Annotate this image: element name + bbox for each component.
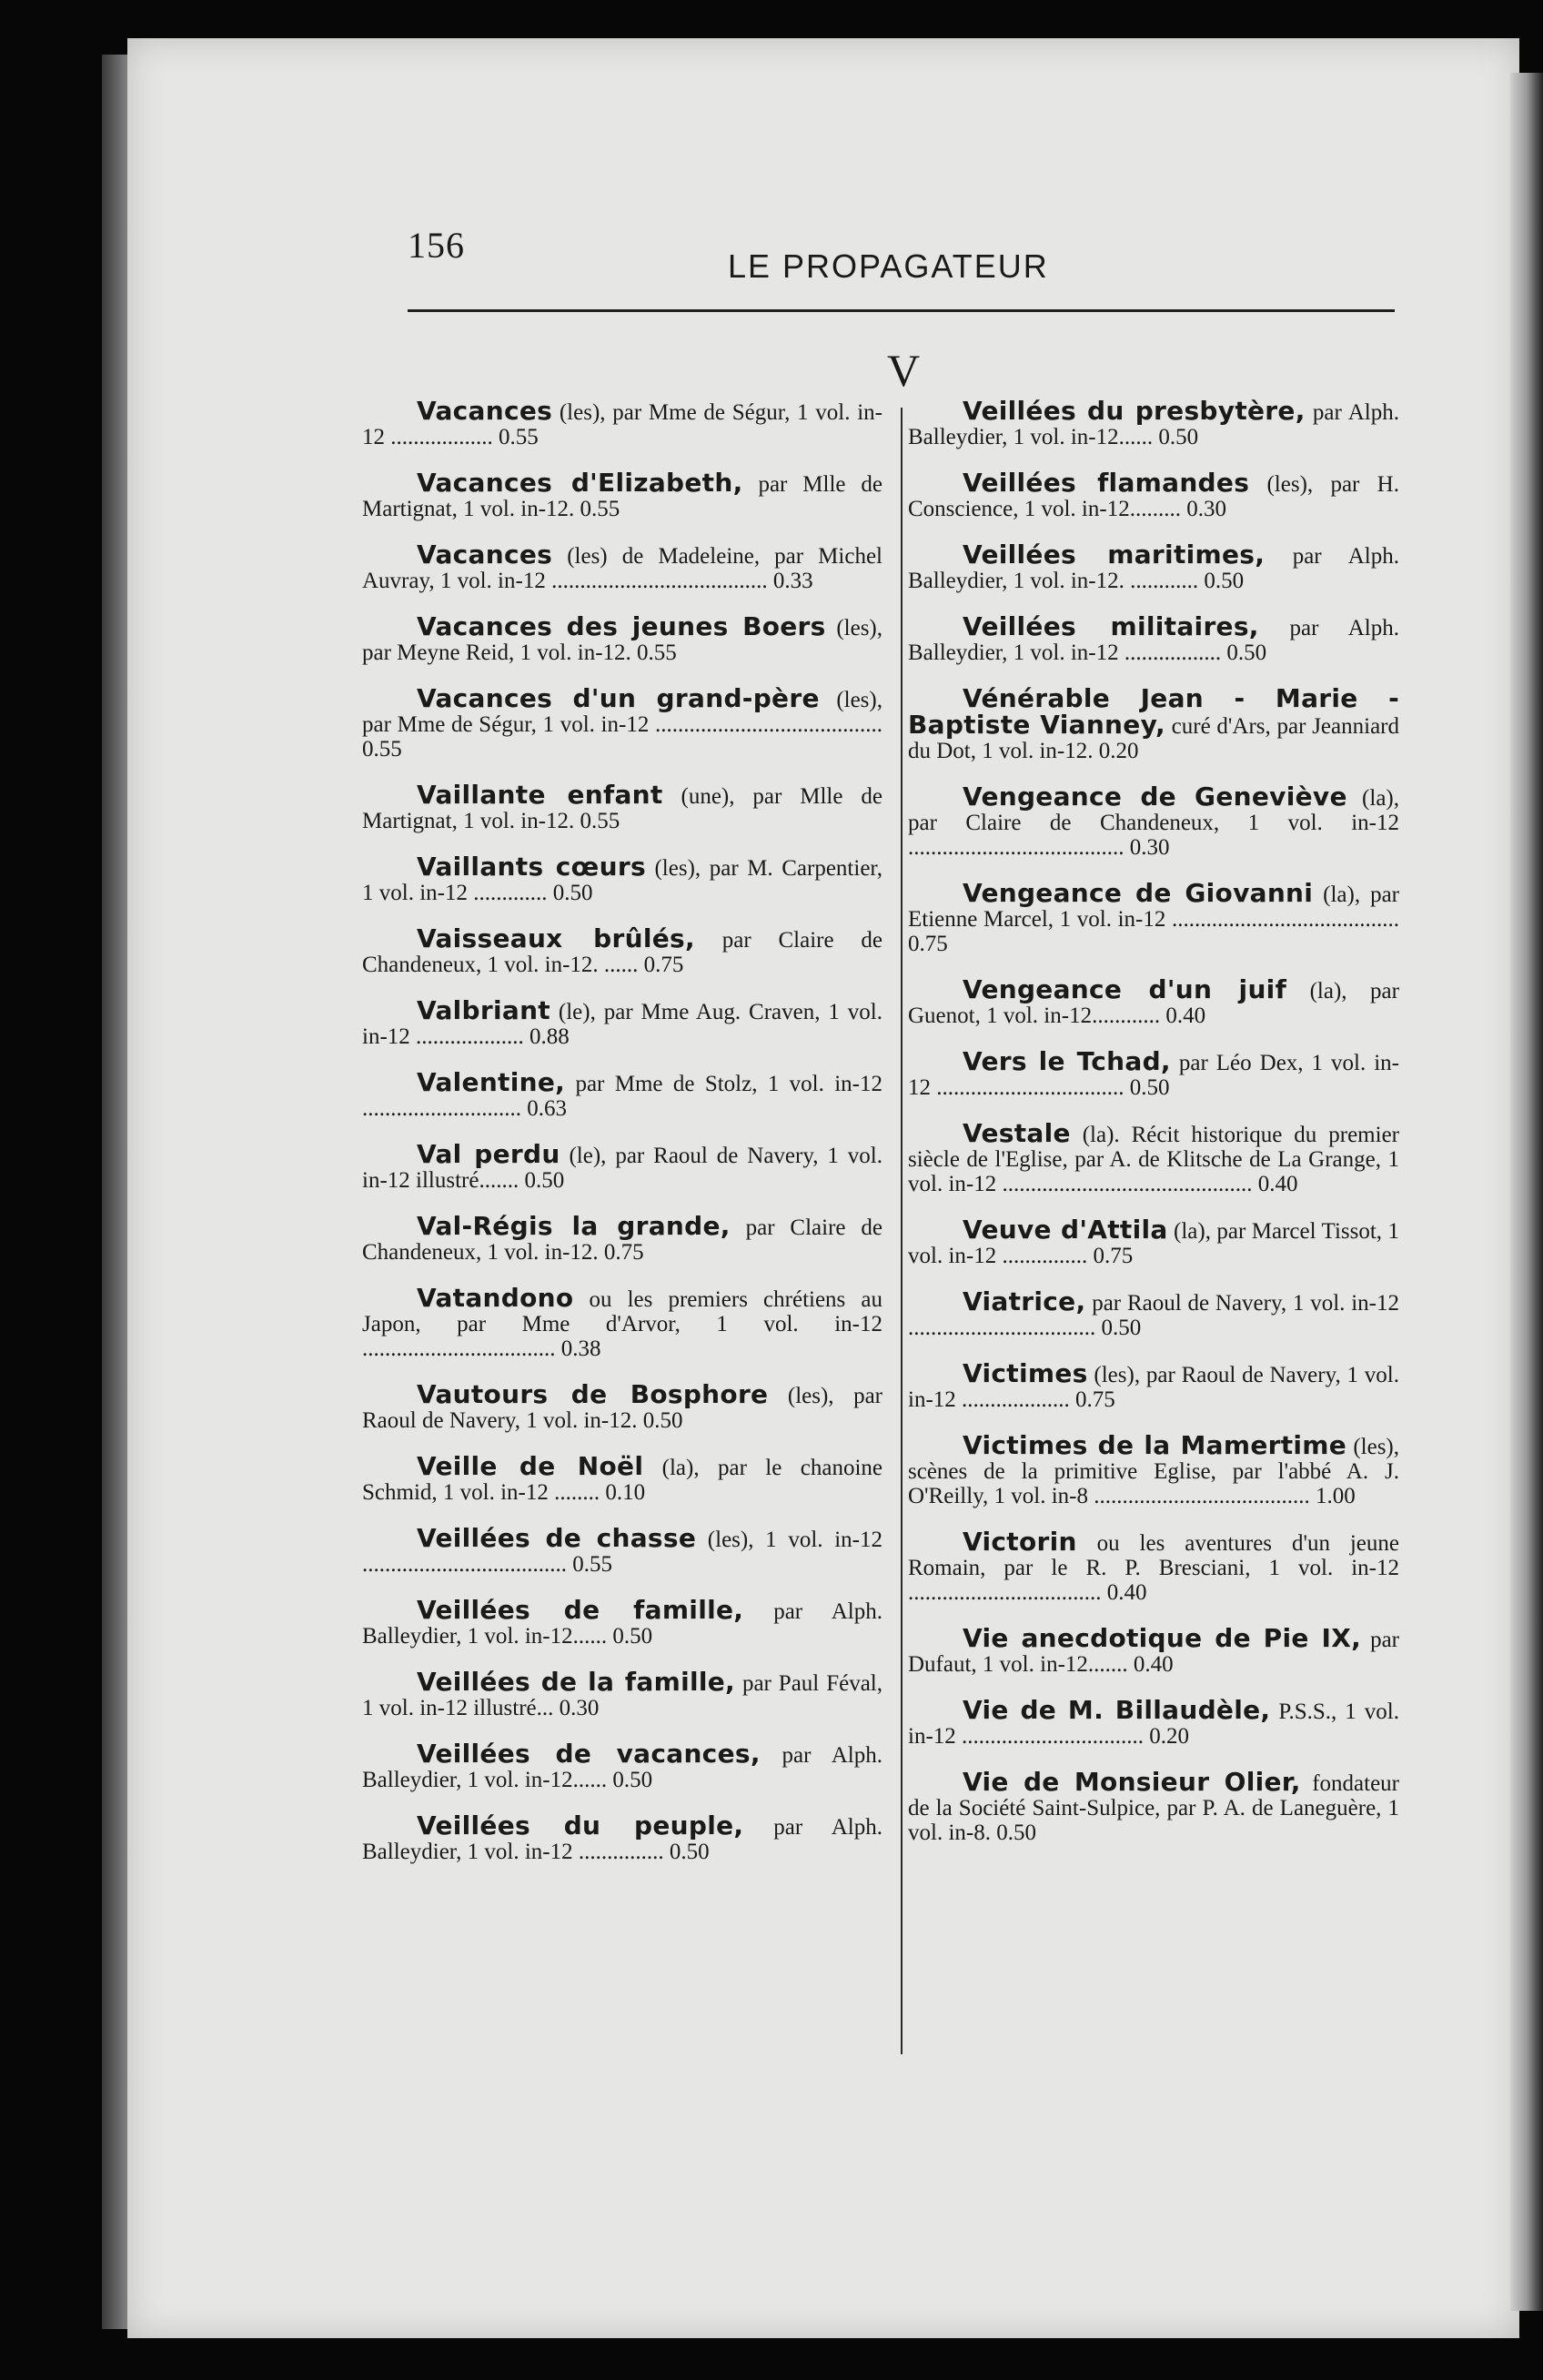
entry-title: Vacances d'Elizabeth, xyxy=(417,468,743,498)
entry-details: par Alph. Balleydier, 1 vol. in-12...... 0.50 xyxy=(908,400,1399,449)
entry-details: (les), par Raoul de Navery, 1 vol. in-12. 0.50 xyxy=(362,1384,882,1433)
catalog-entry xyxy=(908,542,1399,593)
entry-title: Veillées militaires, xyxy=(963,611,1259,641)
catalog-entry xyxy=(362,995,882,1049)
entry-details: par Mlle de Martignat, 1 vol. in-12. 0.55 xyxy=(362,472,882,521)
catalog-entry xyxy=(908,1046,1400,1100)
entry-title: Viatrice, xyxy=(963,1286,1086,1316)
entry-title: Veillées de vacances, xyxy=(417,1739,761,1769)
entry-details: (les), par Mme de Ségur, 1 vol. in-12 ........................................ 0.55 xyxy=(362,688,882,761)
entry-details: (les), par Raoul de Navery, 1 vol. in-12 ................... 0.75 xyxy=(908,1363,1399,1412)
catalog-entry xyxy=(908,878,1399,956)
entry-details: (le), par Raoul de Navery, 1 vol. in-12 illustré....... 0.50 xyxy=(362,1144,882,1193)
catalog-entry xyxy=(908,1358,1399,1412)
entry-title: Vengeance de Geneviève xyxy=(963,782,1347,812)
entry-title: Veillées du presbytère, xyxy=(963,396,1306,426)
entry-details: (le), par Mme Aug. Craven, 1 vol. in-12 ................... 0.88 xyxy=(362,1000,882,1049)
entry-details: (la), par Claire de Chandeneux, 1 vol. in-12 ...................................... 0.30 xyxy=(908,786,1399,860)
entry-title: Veuve d'Attila xyxy=(963,1215,1168,1245)
entry-title: Veillées de la famille, xyxy=(417,1667,735,1697)
left-column xyxy=(362,398,882,1885)
catalog-entry xyxy=(362,611,883,665)
entry-title: Vengeance de Giovanni xyxy=(963,878,1314,908)
entry-details: (les), scènes de la primitive Eglise, par l'abbé A. J. O'Reilly, 1 vol. in-8 ...................................... 1.00 xyxy=(908,1435,1399,1508)
entry-details: (la), par Etienne Marcel, 1 vol. in-12 ........................................ 0.75 xyxy=(908,882,1399,956)
entry-details: (les), par Mme de Ségur, 1 vol. in-12 .................. 0.55 xyxy=(362,400,882,449)
catalog-entry xyxy=(908,1767,1399,1845)
entry-title: Vie de M. Billaudèle, xyxy=(963,1695,1271,1725)
catalog-entry xyxy=(362,1523,883,1577)
page-number: 156 xyxy=(408,225,465,266)
entry-title: Vie de Monsieur Olier, xyxy=(963,1767,1301,1797)
entry-details: fondateur de la Société Saint-Sulpice, par P. A. de Laneguère, 1 vol. in-8. 0.50 xyxy=(908,1771,1399,1845)
catalog-entry xyxy=(908,1695,1399,1749)
entry-details: (les), par Meyne Reid, 1 vol. in-12. 0.55 xyxy=(362,616,883,665)
entry-title: Victimes de la Mamertime xyxy=(963,1430,1347,1460)
catalog-entry xyxy=(362,1067,882,1121)
entry-title: Vatandono xyxy=(417,1283,574,1313)
catalog-entry xyxy=(362,542,882,593)
entry-title: Veillées flamandes xyxy=(963,468,1250,498)
entry-title: Valbriant xyxy=(417,995,550,1025)
entry-title: Vestale xyxy=(963,1118,1071,1148)
entry-title: Victorin xyxy=(963,1527,1077,1557)
catalog-entry xyxy=(908,1430,1399,1508)
entry-details: par Dufaut, 1 vol. in-12....... 0.40 xyxy=(908,1628,1399,1677)
entry-details: P.S.S., 1 vol. in-12 ................................ 0.20 xyxy=(908,1699,1399,1749)
entry-title: Vie anecdotique de Pie IX, xyxy=(963,1623,1362,1653)
entry-title: Veillées du peuple, xyxy=(417,1810,744,1840)
entry-title: Veillées de famille, xyxy=(417,1595,744,1625)
entry-title: Vaillante enfant xyxy=(417,780,663,810)
entry-title: Val perdu xyxy=(417,1139,560,1169)
catalog-entry xyxy=(362,683,882,761)
header-rule xyxy=(408,309,1395,312)
entry-title: Victimes xyxy=(963,1358,1088,1388)
entry-details: (la). Récit historique du premier siècle de l'Eglise, par A. de Klitsche de La Grange, 1 vol. in-12 ............................................ 0.40 xyxy=(908,1123,1399,1196)
catalog-entry xyxy=(908,1529,1399,1605)
entry-title: Vers le Tchad, xyxy=(963,1046,1171,1076)
entry-details: (les) de Madeleine, par Michel Auvray, 1 vol. in-12 ...................................... 0.33 xyxy=(362,544,882,593)
catalog-entry xyxy=(362,923,882,977)
entry-details: par Alph. Balleydier, 1 vol. in-12 ............... 0.50 xyxy=(362,1815,882,1864)
entry-title: Veillées de chasse xyxy=(417,1523,697,1553)
right-column xyxy=(908,398,1399,1866)
entry-details: par Alph. Balleydier, 1 vol. in-12 ................. 0.50 xyxy=(908,616,1400,665)
catalog-entry xyxy=(362,398,882,449)
entry-details: curé d'Ars, par Jeanniard du Dot, 1 vol. in-12. 0.20 xyxy=(908,714,1399,763)
catalog-entry xyxy=(908,470,1399,521)
entry-title: Vautours de Bosphore xyxy=(417,1379,769,1409)
entry-details: (la), par le chanoine Schmid, 1 vol. in-12 ........ 0.10 xyxy=(362,1456,882,1505)
entry-details: ou les aventures d'un jeune Romain, par le R. P. Bresciani, 1 vol. in-12 .................................. 0.40 xyxy=(908,1531,1399,1605)
catalog-entry xyxy=(908,398,1399,449)
entry-title: Vaillants cœurs xyxy=(417,852,646,882)
catalog-entry xyxy=(362,1741,882,1792)
catalog-entry xyxy=(362,1283,882,1361)
section-letter: V xyxy=(887,345,921,396)
entry-title: Vacances d'un grand-père xyxy=(417,683,820,713)
entry-details: par Mme de Stolz, 1 vol. in-12 ............................ 0.63 xyxy=(362,1072,882,1121)
entry-details: (les), par M. Carpentier, 1 vol. in-12 ............. 0.50 xyxy=(362,856,882,905)
catalog-entry xyxy=(908,1118,1399,1196)
entry-details: (la), par Guenot, 1 vol. in-12............ 0.40 xyxy=(908,979,1399,1028)
catalog-entry xyxy=(908,784,1399,860)
entry-title: Vacances xyxy=(417,396,553,426)
catalog-entry xyxy=(908,611,1400,665)
entry-details: par Claire de Chandeneux, 1 vol. in-12. 0.75 xyxy=(362,1215,882,1265)
entry-title: Vengeance d'un juif xyxy=(963,974,1287,1004)
entry-details: par Alph. Balleydier, 1 vol. in-12. ............ 0.50 xyxy=(908,544,1399,593)
entry-details: (les), 1 vol. in-12 .................................... 0.55 xyxy=(362,1528,883,1577)
book-page-edge xyxy=(1510,73,1543,2311)
entry-title: Val-Régis la grande, xyxy=(417,1211,731,1241)
catalog-entry xyxy=(362,1595,882,1649)
entry-details: (les), par H. Conscience, 1 vol. in-12......... 0.30 xyxy=(908,472,1399,521)
entry-details: par Léo Dex, 1 vol. in-12 ................................. 0.50 xyxy=(908,1051,1400,1100)
catalog-entry xyxy=(362,1451,882,1505)
catalog-entry xyxy=(908,1623,1399,1677)
catalog-entry xyxy=(362,1669,882,1720)
catalog-entry xyxy=(908,1217,1399,1268)
entry-title: Vacances des jeunes Boers xyxy=(417,611,826,641)
column-divider xyxy=(901,408,903,2054)
entry-details: (la), par Marcel Tissot, 1 vol. in-12 ............... 0.75 xyxy=(908,1219,1399,1268)
catalog-entry xyxy=(362,470,882,521)
entry-details: par Alph. Balleydier, 1 vol. in-12...... 0.50 xyxy=(362,1743,882,1792)
entry-details: par Alph. Balleydier, 1 vol. in-12...... 0.50 xyxy=(362,1599,882,1649)
catalog-entry xyxy=(362,782,882,833)
catalog-entry xyxy=(908,974,1399,1028)
catalog-entry xyxy=(362,854,882,905)
entry-title: Vacances xyxy=(417,540,553,570)
catalog-entry xyxy=(362,1379,882,1433)
entry-title: Veille de Noël xyxy=(417,1451,644,1481)
catalog-entry xyxy=(362,1810,882,1864)
entry-details: par Raoul de Navery, 1 vol. in-12 ................................. 0.50 xyxy=(908,1291,1399,1340)
entry-details: ou les premiers chrétiens au Japon, par Mme d'Arvor, 1 vol. in-12 .................................. 0.38 xyxy=(362,1287,882,1361)
entry-title: Veillées maritimes, xyxy=(963,540,1266,570)
entry-title: Valentine, xyxy=(417,1067,566,1097)
entry-details: par Claire de Chandeneux, 1 vol. in-12. ...... 0.75 xyxy=(362,928,882,977)
catalog-entry xyxy=(362,1211,882,1265)
catalog-entry xyxy=(908,1286,1399,1340)
entry-details: (une), par Mlle de Martignat, 1 vol. in-12. 0.55 xyxy=(362,784,882,833)
running-head: LE PROPAGATEUR xyxy=(728,247,1049,285)
entry-details: par Paul Féval, 1 vol. in-12 illustré... 0.30 xyxy=(362,1671,882,1720)
catalog-entry xyxy=(908,683,1399,763)
catalog-entry xyxy=(362,1139,882,1193)
entry-title: Vénérable Jean - Marie - Baptiste Vianney, xyxy=(908,683,1399,740)
entry-title: Vaisseaux brûlés, xyxy=(417,923,695,953)
